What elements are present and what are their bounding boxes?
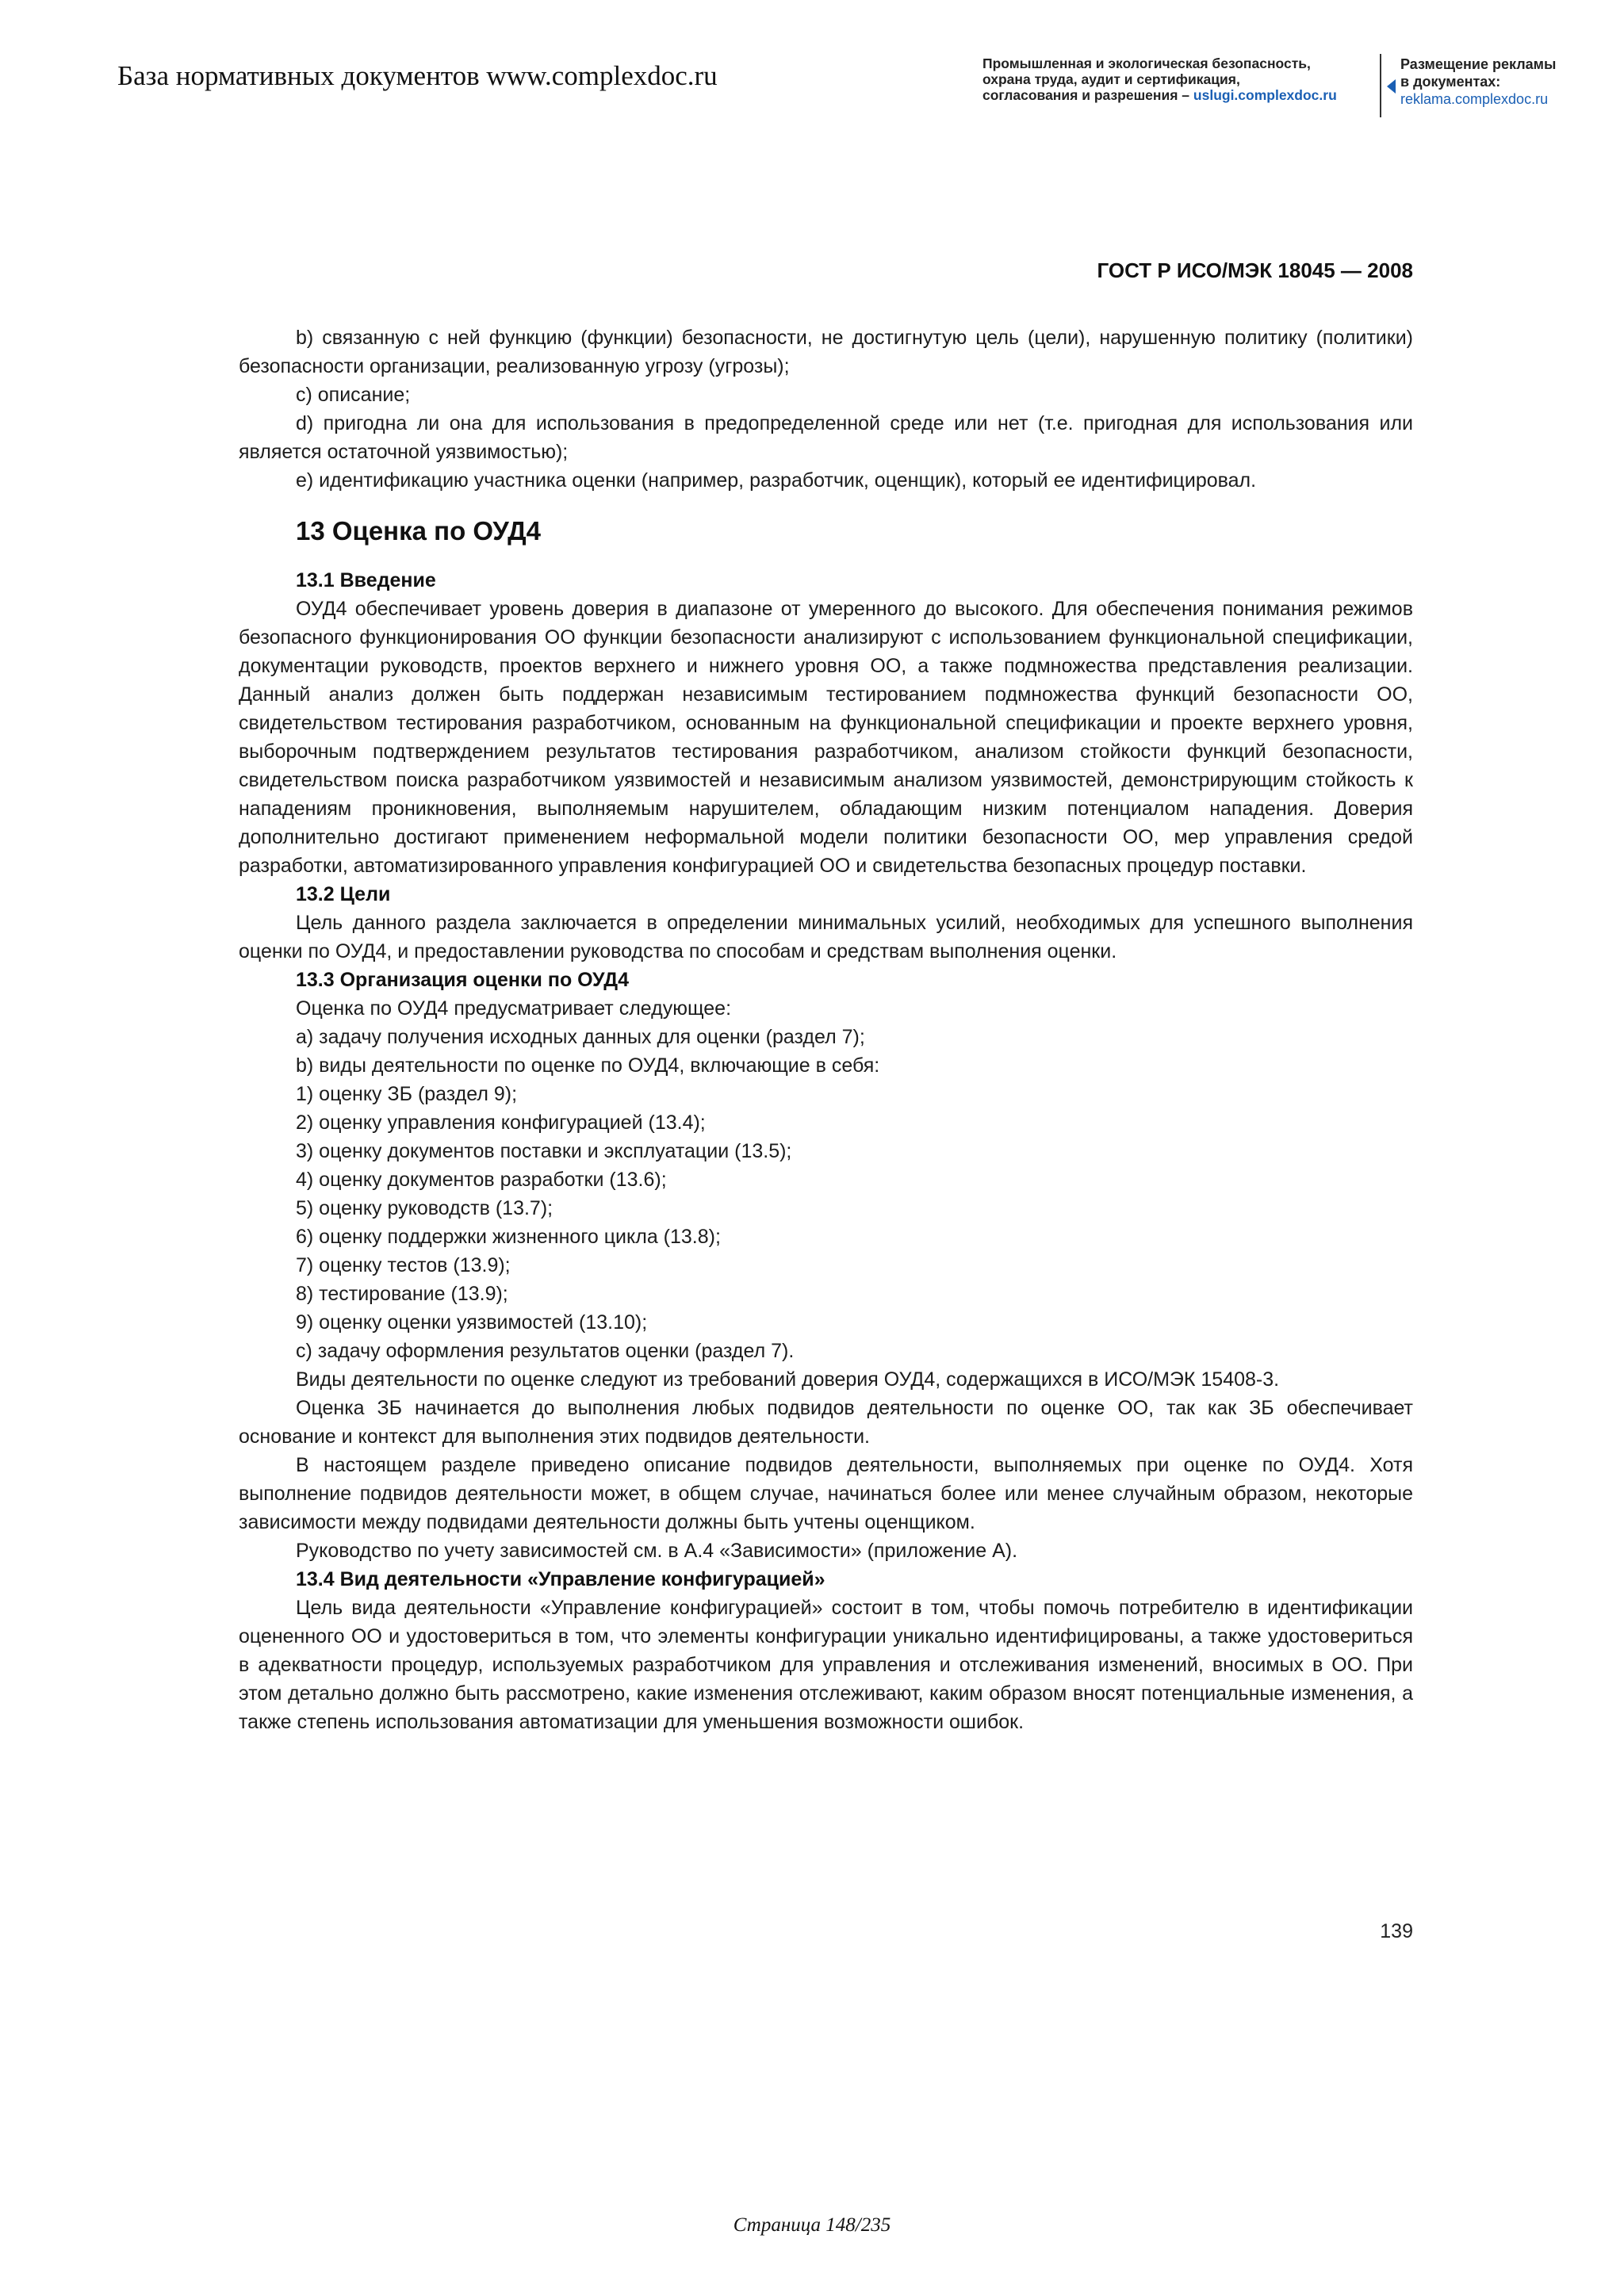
promo-advertising: [1400, 55, 1614, 108]
list-item: c) задачу оформления результатов оценки (раздел 7).: [296, 1340, 795, 1362]
list-item: 6) оценку поддержки жизненного цикла (13.8);: [296, 1226, 721, 1248]
promo-divider: [1380, 54, 1381, 117]
section-13-4-text: Цель вида деятельности «Управление конфигурацией» состоит в том, чтобы помочь потребителю в идентификации оцененного ОО и удостовериться в том, что элементы конфигурации уникально идентифицированы, а также удостовериться в адекватности процедур, используемых разработчиком для управления и отслеживания изменений, вносимых в ОО. При этом детально должно быть рассмотрено, какие изменения отслеживают, каким образом вносят потенциальные изменения, а также степень использования автоматизации для уменьшения возможности ошибок.: [239, 1597, 1413, 1733]
intro-item-b: b) связанную с ней функцию (функции) безопасности, не достигнутую цель (цели), нарушенную политику (политики) безопасности организации, реализованную угрозу (угрозы);: [239, 327, 1413, 377]
promo-services-line-1: Промышленная и экологическая безопасность,: [982, 55, 1311, 71]
page-content: [239, 323, 1413, 1736]
promo-services-line-3: [982, 87, 1379, 103]
page-number: 139: [1380, 1920, 1413, 1942]
section-13-1-heading: 13.1 Введение: [296, 569, 436, 591]
list-item: 8) тестирование (13.9);: [296, 1283, 508, 1305]
list-item: 7) оценку тестов (13.9);: [296, 1254, 511, 1276]
list-item: 5) оценку руководств (13.7);: [296, 1197, 553, 1219]
section-13-3-paragraph-2: Оценка ЗБ начинается до выполнения любых подвидов деятельности по оценке ОО, так как ЗБ обеспечивает основание и контекст для выполнения этих подвидов деятельности.: [239, 1397, 1413, 1448]
promo-services-line-2: охрана труда, аудит и сертификация,: [982, 71, 1240, 87]
section-13-4-heading: 13.4 Вид деятельности «Управление конфигурацией»: [296, 1568, 825, 1590]
list-item: b) виды деятельности по оценке по ОУД4, включающие в себя:: [296, 1054, 880, 1077]
page-footer: Страница 148/235: [733, 2214, 891, 2236]
section-13-3-paragraph-3: В настоящем разделе приведено описание подвидов деятельности, выполняемых при оценке по ОУД4. Хотя выполнение подвидов деятельности может, в общем случае, начинаться более или менее случайным образом, некоторые зависимости между подвидами деятельности должны быть учтены оценщиком.: [239, 1454, 1413, 1533]
list-item: 1) оценку ЗБ (раздел 9);: [296, 1083, 518, 1105]
intro-item-c: c) описание;: [296, 384, 411, 406]
section-13-1-text: ОУД4 обеспечивает уровень доверия в диапазоне от умеренного до высокого. Для обеспечения понимания режимов безопасного функционирования ОО функции безопасности анализируют с использованием функциональной спецификации, документации руководств, проектов верхнего и нижнего уровня ОО, а также подмножества представления реализации. Данный анализ должен быть поддержан независимым тестированием подмножества функций безопасности ОО, свидетельством тестирования разработчиком, основанным на функциональной спецификации и проекте верхнего уровня, выборочным подтверждением результатов тестирования разработчиком, анализом стойкости функций безопасности, свидетельством поиска разработчиком уязвимостей и независимым анализом уязвимостей, демонстрирующим стойкость к нападениям проникновения, выполняемым нарушителем, обладающим низким потенциалом нападения. Доверия дополнительно достигают применением неформальной модели политики безопасности ОО, мер управления средой разработки, автоматизированного управления конфигурацией ОО и свидетельства безопасных процедур поставки.: [239, 598, 1413, 877]
list-item: 3) оценку документов поставки и эксплуатации (13.5);: [296, 1140, 792, 1162]
promo-services: [982, 55, 1379, 103]
triangle-left-icon: [1387, 79, 1396, 94]
section-13-2-text: Цель данного раздела заключается в определении минимальных усилий, необходимых для успешного выполнения оценки по ОУД4, и предоставлении руководства по способам и средствам выполнения оценки.: [239, 912, 1413, 962]
list-item: 9) оценку оценки уязвимостей (13.10);: [296, 1311, 648, 1334]
intro-item-e: e) идентификацию участника оценки (например, разработчик, оценщик), который ее идентифицировал.: [296, 469, 1257, 492]
promo-services-text: согласования и разрешения –: [982, 87, 1193, 103]
list-item: a) задачу получения исходных данных для оценки (раздел 7);: [296, 1026, 865, 1048]
site-title: База нормативных документов www.complexdoc.ru: [117, 60, 718, 91]
section-13-2-heading: 13.2 Цели: [296, 883, 391, 905]
list-item: 2) оценку управления конфигурацией (13.4);: [296, 1112, 706, 1134]
promo-advertising-line-1: Размещение рекламы: [1400, 56, 1557, 72]
section-13-3-paragraph-1: Виды деятельности по оценке следуют из требований доверия ОУД4, содержащихся в ИСО/МЭК 15408-3.: [296, 1368, 1280, 1391]
promo-advertising-line-2: в документах:: [1400, 74, 1501, 90]
promo-services-link[interactable]: uslugi.complexdoc.ru: [1193, 87, 1337, 103]
promo-advertising-link[interactable]: reklama.complexdoc.ru: [1400, 91, 1549, 107]
section-13-3-lead: Оценка по ОУД4 предусматривает следующее:: [296, 997, 732, 1020]
section-13-heading: 13 Оценка по ОУД4: [296, 516, 541, 545]
intro-item-d: d) пригодна ли она для использования в предопределенной среде или нет (т.е. пригодная для использования или является остаточной уязвимостью);: [239, 412, 1413, 463]
list-item: 4) оценку документов разработки (13.6);: [296, 1169, 667, 1191]
document-header: ГОСТ Р ИСО/МЭК 18045 — 2008: [1097, 258, 1413, 282]
section-13-3-heading: 13.3 Организация оценки по ОУД4: [296, 969, 629, 991]
section-13-3-paragraph-4: Руководство по учету зависимостей см. в А.4 «Зависимости» (приложение А).: [296, 1540, 1018, 1562]
